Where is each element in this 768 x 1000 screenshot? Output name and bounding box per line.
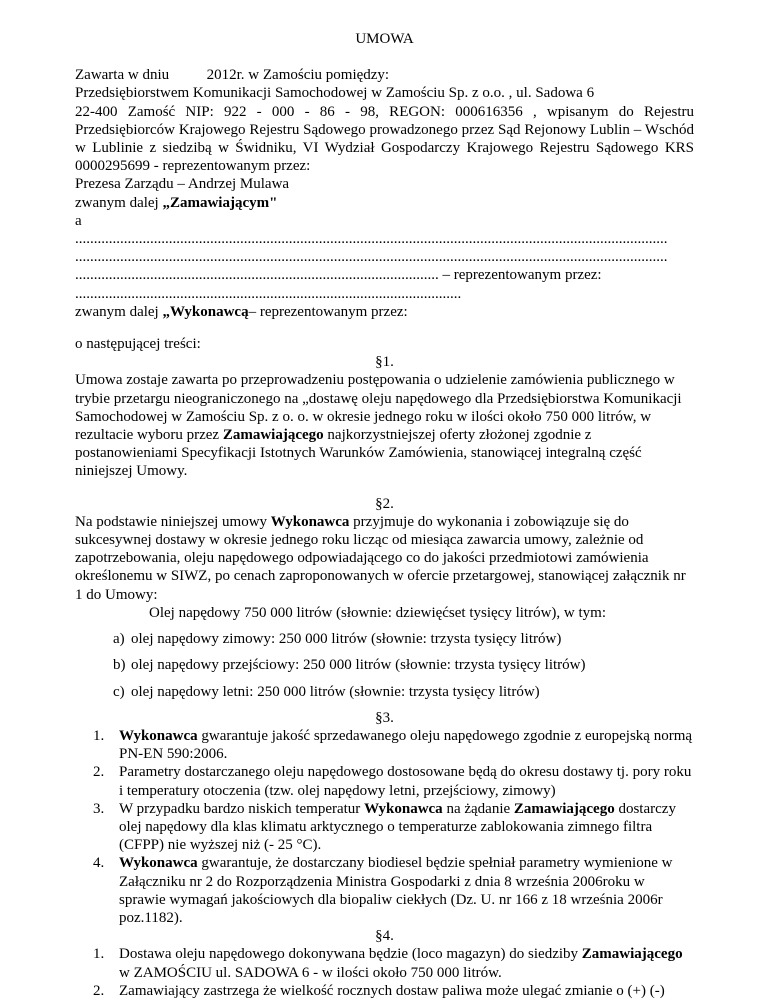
contractor-line: zwanym dalej „Wykonawcą– reprezentowanym przez: (75, 303, 408, 320)
section-2-total: Olej napędowy 750 000 litrów (słownie: dziewięćset tysięcy litrów), w tym: (149, 604, 606, 621)
intro-company-line: Przedsiębiorstwem Komunikacji Samochodowej w Zamościu Sp. z o.o. , ul. Sadowa 6 (75, 85, 595, 102)
contractor-blank-2: .............................................................................................................................................................. (75, 249, 668, 266)
list-item: 2. Zamawiający zastrzega że wielkość rocznych dostaw paliwa może ulegać zmianie o (+) (-) (93, 982, 665, 999)
list-item: 3. W przypadku bardzo niskich temperatur Wykonawca na żądanie Zamawiającego dostarczy olej napędowy dla klas klimatu arktycznego o temperaturze zablokowania zimnego filtra (CFPP) nie wyższej niż (- 25 °C). (93, 800, 676, 854)
contractor-blank-1: .............................................................................................................................................................. (75, 231, 668, 248)
contractor-name: „Wykonawcą (162, 303, 249, 320)
list-item: b) olej napędowy przejściowy: 250 000 litrów (słownie: trzysta tysięcy litrów) (113, 657, 586, 674)
contract-page (75, 30, 694, 1000)
list-item: a) olej napędowy zimowy: 250 000 litrów (słownie: trzysta tysięcy litrów) (113, 631, 562, 648)
section-1-text: Umowa zostaje zawarta po przeprowadzeniu postępowania o udzielenie zamówienia publicznego w trybie przetargu nieograniczonego na „dostawę oleju napędowego dla Przedsiębiorstwa Komunikacji Samochodowej w Zamościu Sp. z o. o. w okresie jednego roku w ilości około 750 000 litrów, w rezultacie wyboru przez Zamawiającego najkorzystniejszej oferty złożonej zgodnie z postanowieniami Specyfikacji Istotnych Warunków Zamówienia, stanowiącej integralną część niniejszej Umowy. (75, 372, 682, 480)
list-item: 2. Parametry dostarczanego oleju napędowego dostosowane będą do okresu dostawy tj. pory roku i temperatury otoczenia (tzw. olej napędowy letni, przejściowy, zimowy) (93, 764, 692, 799)
ordering-party-name: „Zamawiającym" (162, 194, 278, 211)
following-line: o następującej treści: (75, 336, 201, 353)
section-2-text: Na podstawie niniejszej umowy Wykonawca przyjmuje do wykonania i zobowiązuje się do sukcesywnej dostawy w okresie jednego roku licząc od miesiąca zawarcia umowy, zależnie od zapotrzebowania, oleju napędowego odpowiadającego co do jakości przedmiotowi zamówienia określonemu w SIWZ, po cenach zaproponowanych w ofercie przetargowej, stanowiącej załącznik nr 1 do Umowy: (75, 513, 686, 603)
section-2-heading: §2. (375, 495, 394, 512)
list-item: 1. Dostawa oleju napędowego dokonywana będzie (loco magazyn) do siedziby Zamawiającego w ZAMOŚCIU ul. SADOWA 6 - w ilości około 750 000 litrów. (93, 946, 683, 981)
document-title: UMOWA (355, 31, 414, 47)
contractor-blank-4: ....................................................................................................... (75, 285, 462, 302)
intro-registry: 22-400 Zamość NIP: 922 - 000 - 86 - 98, REGON: 000616356 , wpisanym do Rejestru Przedsiębiorców Krajowego Rejestru Sądowego prowadzonego przez Sąd Rejonowy Lublin – Wschód w Lublinie z siedzibą w Świdniku, VI Wydział Gospodarczy Krajowego Rejestru Sądowego KRS 0000295699 - reprezentowanym przez: (75, 103, 694, 175)
and-line: a (75, 212, 82, 229)
section-3-heading: §3. (375, 709, 394, 726)
section-1-heading: §1. (375, 354, 394, 371)
president-line: Prezesa Zarządu – Andrzej Mulawa (75, 176, 290, 193)
intro-date-line: Zawarta w dniu 2012r. w Zamościu pomiędzy: (75, 67, 390, 84)
list-item: 4. Wykonawca gwarantuje, że dostarczany biodiesel będzie spełniał parametry wymienione w Załączniku nr 2 do Rozporządzenia Ministra Gospodarki z dnia 8 września 2006roku w sprawie wymagań jakościowych dla biopaliw ciekłych (Dz. U. nr 166 z 18 września 2006r poz.1182). (93, 855, 673, 926)
list-item: c) olej napędowy letni: 250 000 litrów (słownie: trzysta tysięcy litrów) (113, 683, 540, 700)
contractor-blank-3: ................................................................................................. – reprezentowanym przez: (75, 267, 602, 284)
section-4-heading: §4. (375, 928, 394, 945)
ordering-party-line: zwanym dalej „Zamawiającym" (75, 194, 278, 211)
list-item: 1. Wykonawca gwarantuje jakość sprzedawanego oleju napędowego zgodnie z europejską normą PN-EN 590:2006. (93, 727, 693, 763)
